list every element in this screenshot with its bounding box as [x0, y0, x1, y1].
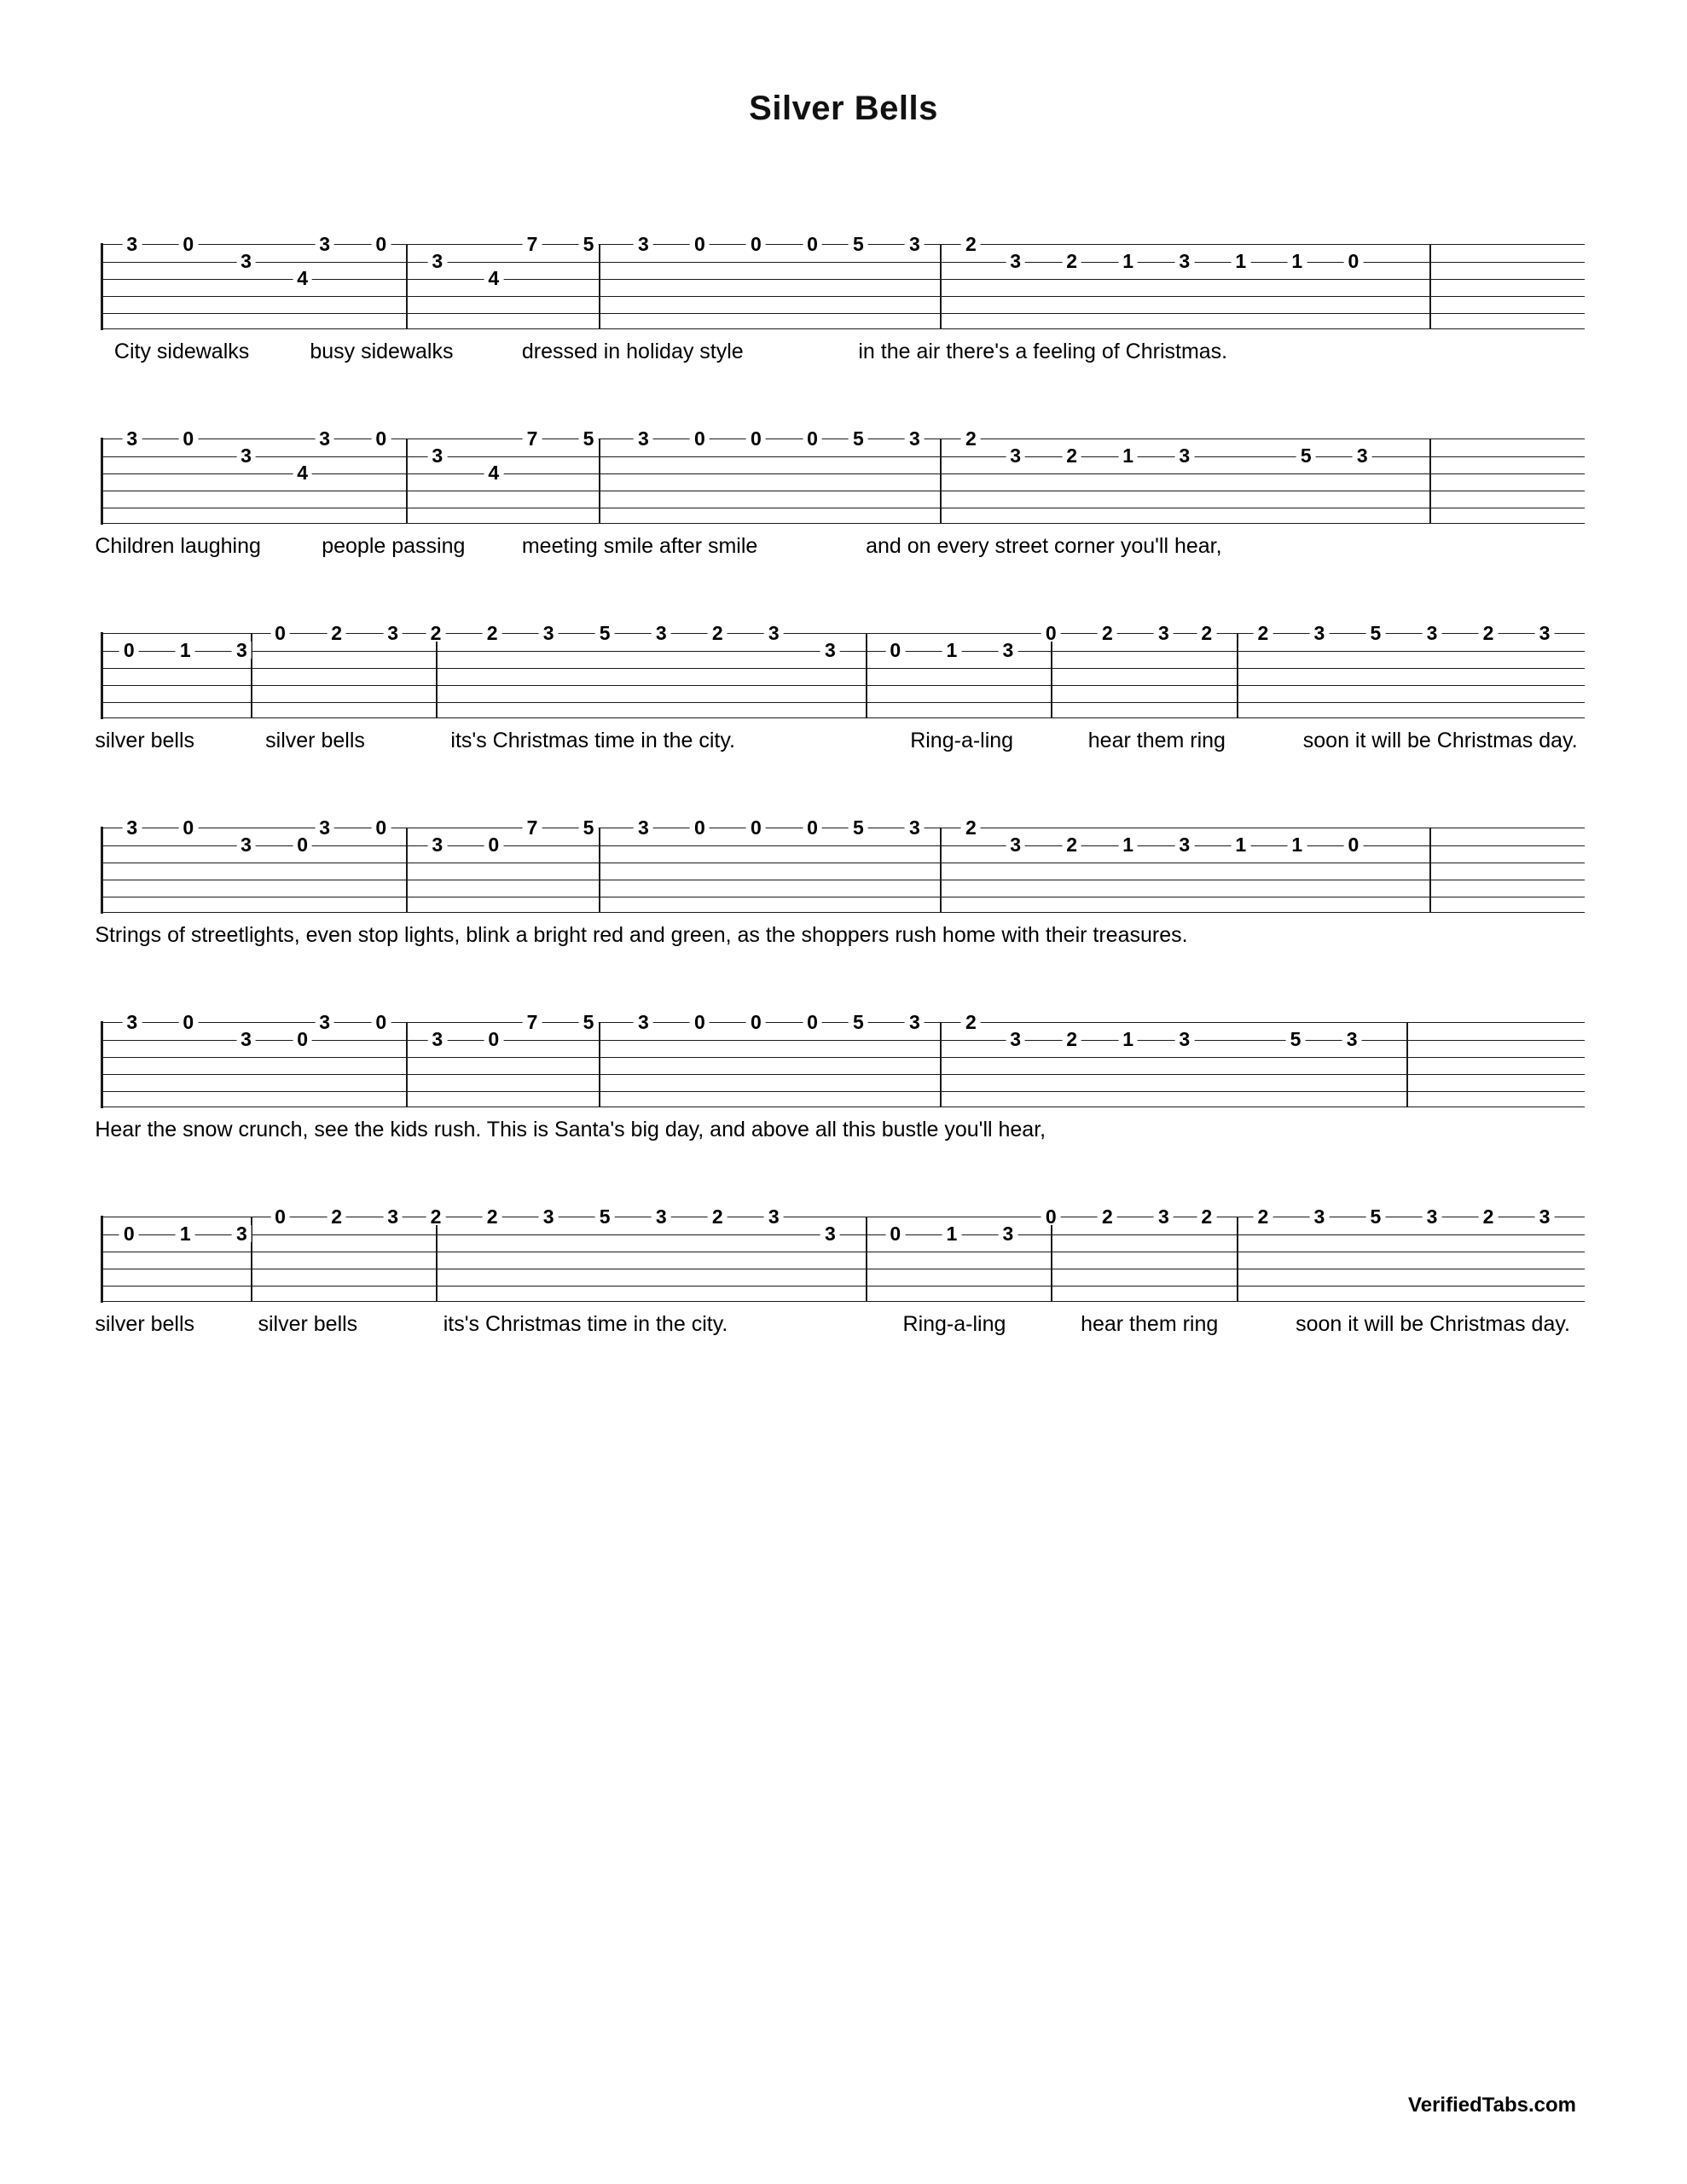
tab-fret-number: 2: [1479, 1208, 1499, 1225]
tab-fret-number: 1: [1118, 836, 1138, 853]
string-line: [102, 1234, 1585, 1235]
tab-fret-number: 2: [1479, 624, 1499, 642]
tab-fret-number: 3: [1353, 447, 1372, 464]
lyric-phrase: soon it will be Christmas day.: [1296, 1312, 1570, 1336]
lyric-phrase: its's Christmas time in the city.: [450, 729, 735, 752]
tab-staff: [102, 602, 1585, 722]
tab-fret-number: 1: [942, 1225, 961, 1242]
tab-fret-number: 5: [1366, 1208, 1386, 1225]
tab-fret-number: 2: [1098, 624, 1117, 642]
tab-fret-number: 3: [1174, 253, 1194, 270]
string-line: [102, 1091, 1585, 1092]
tab-systems: [0, 213, 1687, 1341]
tab-fret-number: 4: [293, 464, 312, 481]
tab-system: [0, 1186, 1687, 1341]
staff-start-bar: [101, 1216, 103, 1303]
string-line: [102, 296, 1585, 297]
lyric-phrase: dressed in holiday style: [521, 340, 744, 363]
tab-fret-number: 3: [427, 836, 447, 853]
tab-fret-number: 2: [1062, 447, 1081, 464]
lyric-phrase: hear them ring: [1087, 729, 1226, 752]
tab-fret-number: 0: [293, 836, 312, 853]
lyric-phrase: silver bells: [95, 729, 195, 752]
tab-fret-number: 3: [236, 1031, 256, 1048]
tab-fret-number: 4: [484, 464, 503, 481]
tab-fret-number: 3: [764, 624, 784, 642]
lyrics-row: [95, 923, 1585, 952]
tab-fret-number: 1: [176, 642, 195, 659]
tab-fret-number: 2: [426, 624, 446, 642]
tab-fret-number: 3: [1342, 1031, 1362, 1048]
measure-barline: [406, 828, 408, 913]
measure-barline: [1429, 828, 1431, 913]
measure-barline: [406, 244, 408, 329]
tab-fret-number: 5: [595, 624, 615, 642]
tab-fret-number: 2: [327, 624, 346, 642]
tab-fret-number: 0: [746, 819, 766, 836]
lyric-phrase: hear them ring: [1081, 1312, 1219, 1336]
tab-fret-number: 3: [1309, 624, 1329, 642]
tab-fret-number: 0: [1343, 253, 1363, 270]
lyric-phrase: meeting smile after smile: [521, 534, 758, 558]
measure-barline: [1237, 1217, 1238, 1302]
tab-fret-number: 7: [523, 1014, 542, 1031]
tab-fret-number: 3: [634, 430, 653, 447]
tab-fret-number: 4: [484, 270, 503, 287]
tab-fret-number: 2: [1197, 624, 1216, 642]
tab-staff: [102, 1186, 1585, 1305]
measure-barline: [1429, 244, 1431, 329]
tab-fret-number: 2: [426, 1208, 446, 1225]
lyric-phrase: silver bells: [95, 1312, 195, 1336]
tab-fret-number: 3: [122, 235, 142, 253]
tab-fret-number: 5: [579, 235, 599, 253]
tab-fret-number: 3: [1174, 447, 1194, 464]
tab-fret-number: 2: [961, 430, 981, 447]
tab-fret-number: 3: [539, 1208, 559, 1225]
staff-start-bar: [101, 827, 103, 914]
tab-fret-number: 2: [327, 1208, 346, 1225]
string-line: [102, 702, 1585, 703]
tab-fret-number: 0: [119, 642, 139, 659]
tab-fret-number: 3: [999, 642, 1018, 659]
measure-barline: [1051, 633, 1052, 718]
tab-fret-number: 3: [1309, 1208, 1329, 1225]
tab-fret-number: 5: [579, 430, 599, 447]
tab-fret-number: 3: [232, 642, 252, 659]
tab-fret-number: 5: [1366, 624, 1386, 642]
tab-system: [0, 213, 1687, 369]
tab-fret-number: 3: [236, 253, 256, 270]
tab-system: [0, 408, 1687, 563]
tab-fret-number: 7: [523, 235, 542, 253]
tab-fret-number: 3: [1154, 1208, 1174, 1225]
measure-barline: [436, 633, 438, 718]
tab-fret-number: 0: [1343, 836, 1363, 853]
site-credit: VerifiedTabs.com: [1408, 2094, 1576, 2117]
tab-fret-number: 3: [122, 430, 142, 447]
tab-fret-number: 3: [1006, 447, 1025, 464]
tab-fret-number: 3: [539, 624, 559, 642]
tab-fret-number: 3: [315, 430, 334, 447]
lyric-phrase: Children laughing: [95, 534, 261, 558]
string-line: [102, 1286, 1585, 1287]
tab-fret-number: 3: [315, 1014, 334, 1031]
lyrics-row: [102, 340, 1585, 369]
tab-fret-number: 0: [690, 1014, 710, 1031]
tab-fret-number: 3: [1006, 253, 1025, 270]
tab-fret-number: 0: [803, 819, 822, 836]
tab-fret-number: 1: [942, 642, 961, 659]
tab-system: [0, 602, 1687, 758]
lyric-phrase: and on every street corner you'll hear,: [866, 534, 1222, 558]
tab-fret-number: 0: [885, 642, 905, 659]
tab-fret-number: 5: [849, 1014, 868, 1031]
tab-fret-number: 3: [383, 1208, 403, 1225]
string-line: [102, 685, 1585, 686]
tab-fret-number: 2: [1197, 1208, 1216, 1225]
measure-barline: [1429, 439, 1431, 524]
measure-barline: [1406, 1022, 1408, 1107]
tab-fret-number: 2: [961, 819, 981, 836]
tab-fret-number: 5: [849, 819, 868, 836]
tab-fret-number: 0: [371, 1014, 391, 1031]
staff-start-bar: [101, 1021, 103, 1108]
measure-barline: [866, 633, 867, 718]
tab-fret-number: 1: [1118, 1031, 1138, 1048]
lyric-phrase: its's Christmas time in the city.: [443, 1312, 728, 1336]
tab-fret-number: 3: [1174, 1031, 1194, 1048]
staff-start-bar: [101, 438, 103, 525]
string-line: [102, 279, 1585, 280]
staff-lines: [102, 1022, 1585, 1107]
tab-fret-number: 2: [1253, 624, 1272, 642]
measure-barline: [866, 1217, 867, 1302]
tab-system: [0, 797, 1687, 952]
tab-fret-number: 0: [270, 624, 290, 642]
tab-fret-number: 3: [905, 235, 925, 253]
tab-staff: [102, 991, 1585, 1111]
measure-barline: [599, 828, 600, 913]
lyrics-row: [95, 1118, 1585, 1147]
tab-fret-number: 3: [999, 1225, 1018, 1242]
lyric-phrase: in the air there's a feeling of Christmas.: [858, 340, 1228, 363]
tab-fret-number: 0: [178, 1014, 198, 1031]
tab-fret-number: 1: [1287, 253, 1307, 270]
tab-fret-number: 3: [652, 624, 671, 642]
lyric-phrase: Strings of streetlights, even stop lights, blink a bright red and green, as the shoppers rush home with their treasures.: [95, 923, 1188, 947]
tab-fret-number: 3: [1423, 1208, 1442, 1225]
tab-fret-number: 5: [1286, 1031, 1306, 1048]
string-line: [102, 1074, 1585, 1075]
tab-fret-number: 3: [427, 1031, 447, 1048]
measure-barline: [940, 1022, 942, 1107]
tab-fret-number: 0: [746, 235, 766, 253]
tab-fret-number: 0: [690, 235, 710, 253]
measure-barline: [940, 244, 942, 329]
tab-fret-number: 3: [905, 430, 925, 447]
string-line: [102, 1057, 1585, 1058]
tab-fret-number: 3: [315, 235, 334, 253]
tab-fret-number: 0: [371, 430, 391, 447]
tab-fret-number: 3: [634, 819, 653, 836]
tab-fret-number: 0: [1041, 1208, 1061, 1225]
tab-fret-number: 3: [820, 642, 840, 659]
tab-fret-number: 3: [315, 819, 334, 836]
tab-fret-number: 2: [708, 624, 728, 642]
tab-fret-number: 5: [579, 819, 599, 836]
tab-fret-number: 5: [849, 430, 868, 447]
tab-fret-number: 3: [905, 819, 925, 836]
tab-fret-number: 3: [652, 1208, 671, 1225]
tab-fret-number: 5: [849, 235, 868, 253]
measure-barline: [406, 1022, 408, 1107]
lyrics-row: [95, 729, 1585, 758]
tab-fret-number: 0: [690, 430, 710, 447]
measure-barline: [599, 439, 600, 524]
tab-fret-number: 0: [885, 1225, 905, 1242]
tab-fret-number: 2: [1062, 253, 1081, 270]
tab-fret-number: 3: [427, 253, 447, 270]
lyrics-row: [95, 1312, 1585, 1341]
string-line: [102, 651, 1585, 652]
lyric-phrase: soon it will be Christmas day.: [1302, 729, 1578, 752]
tab-fret-number: 0: [178, 430, 198, 447]
measure-barline: [1237, 633, 1238, 718]
tab-fret-number: 3: [122, 819, 142, 836]
tab-fret-number: 3: [1535, 1208, 1555, 1225]
string-line: [102, 668, 1585, 669]
lyric-phrase: people passing: [322, 534, 466, 558]
tab-fret-number: 1: [1118, 253, 1138, 270]
tab-fret-number: 0: [690, 819, 710, 836]
staff-lines: [102, 1217, 1585, 1302]
lyric-phrase: Ring-a-ling: [910, 729, 1014, 752]
lyric-phrase: Ring-a-ling: [902, 1312, 1006, 1336]
tab-fret-number: 2: [1253, 1208, 1272, 1225]
tab-staff: [102, 797, 1585, 916]
measure-barline: [599, 244, 600, 329]
tab-fret-number: 3: [1423, 624, 1442, 642]
tab-staff: [102, 408, 1585, 527]
string-line: [102, 1040, 1585, 1041]
tab-fret-number: 3: [764, 1208, 784, 1225]
tab-fret-number: 2: [961, 1014, 981, 1031]
tab-fret-number: 1: [1231, 253, 1250, 270]
measure-barline: [1051, 1217, 1052, 1302]
tab-fret-number: 3: [905, 1014, 925, 1031]
tab-fret-number: 0: [178, 819, 198, 836]
tab-fret-number: 0: [746, 1014, 766, 1031]
tab-fret-number: 3: [236, 836, 256, 853]
tab-fret-number: 3: [634, 235, 653, 253]
tab-fret-number: 0: [119, 1225, 139, 1242]
tab-fret-number: 2: [708, 1208, 728, 1225]
tab-fret-number: 0: [803, 1014, 822, 1031]
tab-fret-number: 3: [1174, 836, 1194, 853]
lyric-phrase: Hear the snow crunch, see the kids rush. This is Santa's big day, and above all this bustle you'll hear,: [95, 1118, 1046, 1141]
tab-fret-number: 0: [484, 836, 503, 853]
string-line: [102, 313, 1585, 314]
tab-fret-number: 2: [1062, 1031, 1081, 1048]
tab-fret-number: 0: [270, 1208, 290, 1225]
tab-fret-number: 2: [483, 624, 502, 642]
tab-fret-number: 1: [1231, 836, 1250, 853]
tab-system: [0, 991, 1687, 1147]
tab-fret-number: 0: [484, 1031, 503, 1048]
staff-start-bar: [101, 243, 103, 330]
measure-barline: [599, 1022, 600, 1107]
tab-fret-number: 3: [634, 1014, 653, 1031]
tab-fret-number: 3: [236, 447, 256, 464]
tab-fret-number: 7: [523, 819, 542, 836]
tab-fret-number: 0: [803, 235, 822, 253]
tab-fret-number: 3: [1006, 836, 1025, 853]
tab-fret-number: 0: [1041, 624, 1061, 642]
tab-fret-number: 5: [595, 1208, 615, 1225]
staff-start-bar: [101, 632, 103, 719]
tab-fret-number: 0: [178, 235, 198, 253]
tab-fret-number: 2: [483, 1208, 502, 1225]
tab-fret-number: 0: [803, 430, 822, 447]
tab-fret-number: 0: [371, 819, 391, 836]
tab-fret-number: 1: [1118, 447, 1138, 464]
lyrics-row: [95, 534, 1585, 563]
tab-fret-number: 3: [122, 1014, 142, 1031]
tab-fret-number: 3: [1154, 624, 1174, 642]
tab-fret-number: 3: [1006, 1031, 1025, 1048]
measure-barline: [436, 1217, 438, 1302]
tab-fret-number: 2: [1098, 1208, 1117, 1225]
tab-fret-number: 3: [820, 1225, 840, 1242]
tab-fret-number: 1: [176, 1225, 195, 1242]
measure-barline: [940, 439, 942, 524]
tab-fret-number: 1: [1287, 836, 1307, 853]
measure-barline: [940, 828, 942, 913]
measure-barline: [406, 439, 408, 524]
tab-fret-number: 0: [371, 235, 391, 253]
tab-fret-number: 3: [383, 624, 403, 642]
tab-fret-number: 7: [523, 430, 542, 447]
lyric-phrase: silver bells: [265, 729, 365, 752]
tab-fret-number: 3: [427, 447, 447, 464]
tab-fret-number: 0: [746, 430, 766, 447]
tab-fret-number: 4: [293, 270, 312, 287]
string-line: [102, 473, 1585, 474]
page-title: Silver Bells: [749, 90, 938, 127]
tab-fret-number: 5: [579, 1014, 599, 1031]
tab-fret-number: 3: [232, 1225, 252, 1242]
tab-fret-number: 5: [1296, 447, 1316, 464]
tab-fret-number: 2: [961, 235, 981, 253]
lyric-phrase: City sidewalks: [113, 340, 250, 363]
tab-staff: [102, 213, 1585, 333]
tab-fret-number: 2: [1062, 836, 1081, 853]
lyric-phrase: silver bells: [258, 1312, 358, 1336]
tab-fret-number: 3: [1535, 624, 1555, 642]
staff-lines: [102, 633, 1585, 718]
tab-fret-number: 0: [293, 1031, 312, 1048]
lyric-phrase: busy sidewalks: [310, 340, 454, 363]
